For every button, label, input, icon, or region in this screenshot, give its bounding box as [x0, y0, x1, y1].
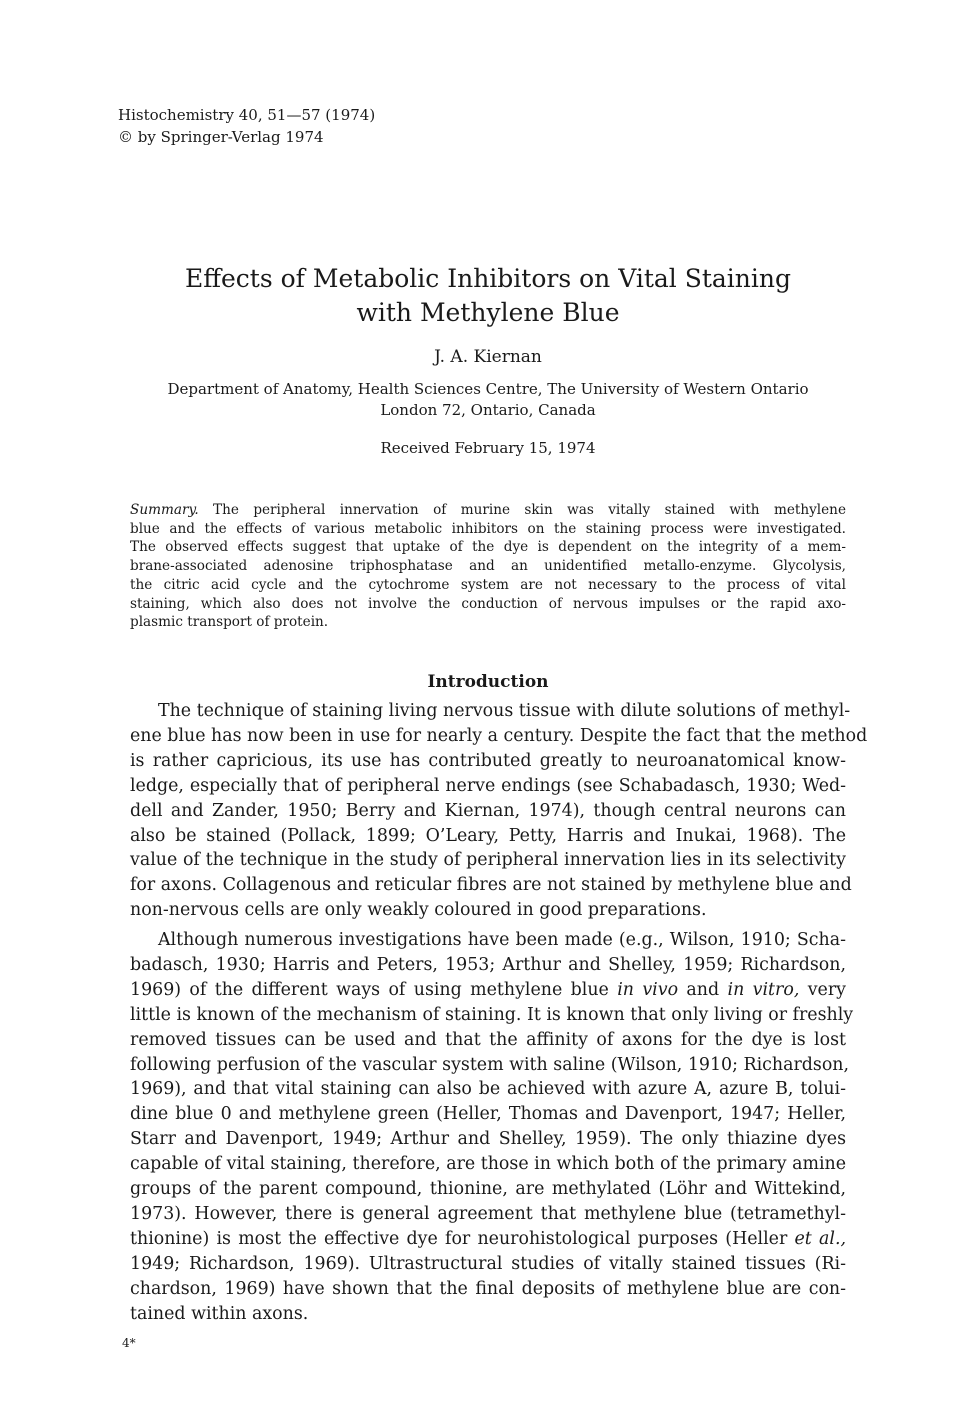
paragraph-line: value of the technique in the study of peripheral innervation lies in its selectivity — [130, 850, 846, 871]
paragraph-line: badasch, 1930; Harris and Peters, 1953; Arthur and Shelley, 1959; Richardson, — [130, 954, 846, 975]
section-heading-introduction: Introduction — [427, 672, 549, 692]
paper-title — [120, 262, 856, 330]
italic-term-et-al: et al., — [794, 1228, 847, 1249]
summary-line-text: The peripheral innervation of murine skin was vitally stained with methylene — [198, 502, 846, 518]
paragraph-line: tained within axons. — [130, 1303, 309, 1324]
summary-line: blue and the effects of various metabolic inhibitors on the staining process were investigated. — [130, 520, 846, 537]
paragraph-line: 1969), and that vital staining can also be achieved with azure A, azure B, tolui- — [130, 1079, 846, 1100]
italic-term-in-vitro: in vitro, — [727, 979, 800, 1000]
affiliation-line-2: London 72, Ontario, Canada — [380, 401, 596, 419]
journal-citation: Histochemistry 40, 51—57 (1974) — [118, 106, 376, 124]
italic-term-in-vivo: in vivo — [617, 979, 679, 1000]
paragraph-line: groups of the parent compound, thionine, are methylated (Löhr and Wittekind, — [130, 1179, 846, 1200]
summary-abstract — [130, 501, 846, 632]
received-date: Received February 15, 1974 — [380, 439, 596, 457]
paragraph-line: also be stained (Pollack, 1899; O’Leary, Petty, Harris and Inukai, 1968). The — [130, 825, 846, 846]
paragraph-line: following perfusion of the vascular system with saline (Wilson, 1910; Richardson, — [130, 1054, 850, 1075]
affiliation-line-1: Department of Anatomy, Health Sciences Centre, The University of Western Ontario — [167, 380, 809, 398]
summary-line: The observed effects suggest that uptake of the dye is dependent on the integrity of a mem- — [130, 539, 846, 556]
intro-paragraph-2 — [130, 928, 854, 1327]
paragraph-line: Although numerous investigations have been made (e.g., Wilson, 1910; Scha- — [158, 930, 846, 950]
summary-line: staining, which also does not involve the conduction of nervous impulses or the rapid axo- — [130, 595, 846, 612]
paragraph-line: removed tissues can be used and that the affinity of axons for the dye is lost — [130, 1029, 846, 1050]
paragraph-line: The technique of staining living nervous tissue with dilute solutions of methyl- — [158, 701, 851, 721]
paragraph-line-text: 1969) of the different ways of using methylene blue — [130, 979, 618, 1000]
paragraph-line-text: very — [799, 979, 846, 1000]
paragraph-line — [130, 978, 846, 1003]
summary-line — [130, 501, 846, 520]
paragraph-line: dell and Zander, 1950; Berry and Kiernan, 1974), though central neurons can — [130, 800, 846, 821]
summary-line: brane-associated adenosine triphosphatase and an unidentified metallo-enzyme. Glycolysis, — [130, 558, 846, 575]
title-line-1: Effects of Metabolic Inhibitors on Vital Staining — [185, 264, 791, 293]
journal-info — [118, 104, 375, 148]
paragraph-line: little is known of the mechanism of staining. It is known that only living or freshly — [130, 1004, 854, 1025]
paragraph-line: is rather capricious, its use has contributed greatly to neuroanatomical know- — [130, 750, 846, 771]
paragraph-line: non-nervous cells are only weakly coloured in good preparations. — [130, 900, 707, 921]
paragraph-line: 1949; Richardson, 1969). Ultrastructural studies of vitally stained tissues (Ri- — [130, 1253, 846, 1274]
summary-line: plasmic transport of protein. — [130, 614, 329, 631]
paragraph-line: chardson, 1969) have shown that the final deposits of methylene blue are con- — [130, 1278, 846, 1299]
paragraph-line: 1973). However, there is general agreement that methylene blue (tetramethyl- — [130, 1203, 846, 1224]
intro-paragraph-1 — [130, 699, 868, 923]
paragraph-line: capable of vital staining, therefore, are those in which both of the primary amine — [130, 1154, 846, 1175]
paragraph-line: Starr and Davenport, 1949; Arthur and Shelley, 1959). The only thiazine dyes — [130, 1129, 846, 1150]
summary-lead: Summary. — [130, 502, 199, 518]
title-line-2: with Methylene Blue — [356, 298, 620, 327]
page-footer-mark: 4* — [122, 1336, 136, 1350]
author-name: J. A. Kiernan — [434, 347, 542, 367]
paragraph-line: dine blue 0 and methylene green (Heller, Thomas and Davenport, 1947; Heller, — [130, 1104, 846, 1125]
paragraph-line: ledge, especially that of peripheral nerve endings (see Schabadasch, 1930; Wed- — [130, 775, 846, 796]
paragraph-line — [130, 1227, 846, 1252]
paragraph-line: for axons. Collagenous and reticular fibres are not stained by methylene blue and — [130, 875, 852, 896]
affiliation — [120, 379, 856, 421]
summary-line: the citric acid cycle and the cytochrome system are not necessary to the process of vital — [130, 576, 846, 593]
paragraph-line: ene blue has now been in use for nearly a century. Despite the fact that the method — [130, 725, 868, 746]
paragraph-line-text: and — [678, 979, 728, 1000]
paragraph-line-text: thionine) is most the effective dye for neurohistological purposes (Heller — [130, 1228, 795, 1249]
journal-copyright: © by Springer-Verlag 1974 — [118, 128, 324, 146]
